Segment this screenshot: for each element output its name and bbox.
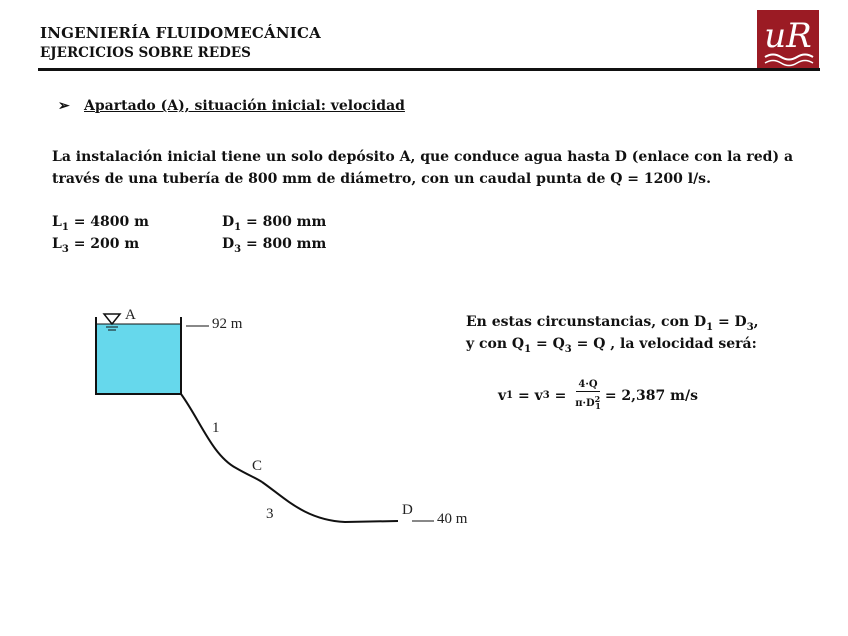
intro-line-1: La instalación inicial tiene un solo depósito A, que conduce agua hasta D (enlace con la red) a <box>52 149 794 165</box>
variable-l3: $L_3 = 200$ m <box>52 236 140 255</box>
explanation-line-1: En estas circunstancias, con $D_1 = D_3$, <box>466 314 759 333</box>
pipe-1-label: 1 <box>212 420 220 436</box>
header-subtitle: EJERCICIOS SOBRE REDES <box>40 45 251 61</box>
end-label: D <box>402 502 413 518</box>
bullet-arrow-icon: ➢ <box>58 98 70 114</box>
explanation-line-2: y con $Q_1 = Q_3 = Q$ , la velocidad será: <box>466 336 757 355</box>
pipe-3-label: 3 <box>266 506 274 522</box>
velocity-fraction <box>575 378 601 413</box>
variable-d3: $D_3 = 800$ mm <box>222 236 327 255</box>
top-level-label: 92 m <box>212 316 243 332</box>
pipe-1 <box>181 394 262 482</box>
fraction-denominator: $\pi\cdot D^2_1$ <box>575 394 601 411</box>
intro-line-2: través de una tubería de 800 mm de diámetro, con un caudal punta de Q = 1200 l/s. <box>52 171 711 187</box>
fraction-numerator: 4·Q <box>578 379 598 390</box>
velocity-formula: v 1 = v 3 = $\frac{4\cdot Q}{\pi\cdot D^2_1}$ = 2,387 m/s <box>498 379 698 411</box>
reservoir-label: A <box>125 307 136 323</box>
header-title: INGENIERÍA FLUIDOMECÁNICA <box>40 24 321 42</box>
variable-d1: $D_1 = 800$ mm <box>222 214 327 233</box>
svg-text:uR: uR <box>764 16 812 56</box>
variable-l1: $L_1 = 4800$ m <box>52 214 149 233</box>
end-level-label: 40 m <box>437 511 468 527</box>
pipe-3 <box>262 482 398 522</box>
junction-label: C <box>252 458 263 474</box>
reservoir-water <box>96 324 180 394</box>
velocity-result: = 2,387 m/s <box>604 387 698 404</box>
section-title: Apartado (A), situación inicial: velocidad <box>84 98 405 114</box>
